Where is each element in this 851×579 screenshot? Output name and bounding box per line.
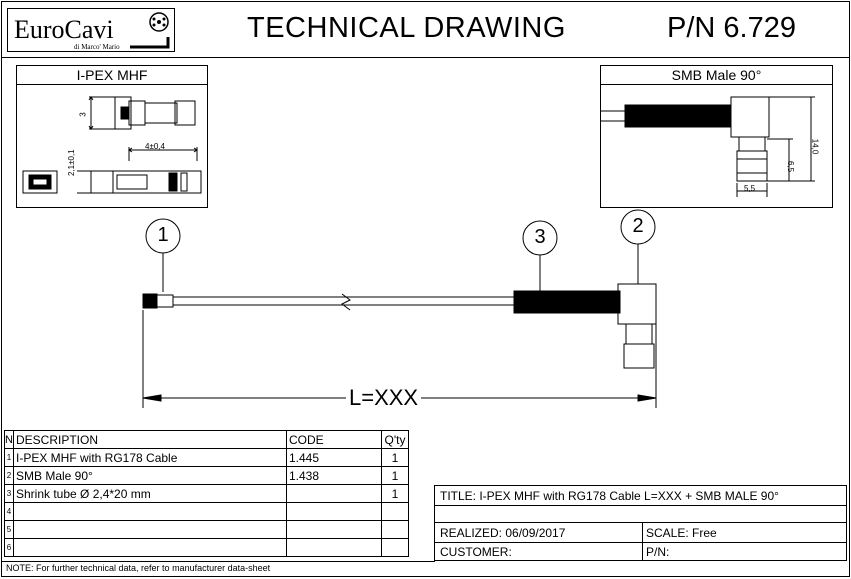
bom-header-description: DESCRIPTION: [14, 431, 287, 449]
bom-row-code: 1.445: [287, 449, 382, 467]
bom-row-description: [14, 539, 287, 557]
part-number: P/N 6.729: [667, 12, 796, 44]
logo-subtitle: di Marco' Mario: [74, 43, 120, 51]
bom-row-code: [287, 521, 382, 539]
realized-text: REALIZED: 06/09/2017: [440, 526, 566, 540]
bom-row-description: SMB Male 90°: [14, 467, 287, 485]
bom-row-qty: [382, 521, 409, 539]
detail-title-ipex: I-PEX MHF: [17, 66, 207, 85]
bom-header-n: N: [5, 431, 14, 449]
table-row: [5, 485, 409, 503]
bom-row-qty: 1: [382, 485, 409, 503]
dim-thickness-ipex: 2,1±0,1: [67, 149, 76, 176]
table-row: [5, 539, 409, 557]
table-row: [5, 449, 409, 467]
bom-row-description: [14, 521, 287, 539]
bom-row-n: 6: [5, 539, 14, 557]
bom-row-n: 3: [5, 485, 14, 503]
bom-row-n: 1: [5, 449, 14, 467]
bom-row-qty: [382, 503, 409, 521]
bom-row-code: [287, 503, 382, 521]
page-title: TECHNICAL DRAWING: [247, 12, 566, 44]
customer-text: CUSTOMER:: [440, 545, 512, 559]
table-row: [5, 521, 409, 539]
footer-note: NOTE: For further technical data, refer to manufacturer data-sheet: [6, 563, 271, 573]
bom-row-code: [287, 485, 382, 503]
title-block-divider: [434, 505, 847, 506]
bill-of-materials: [4, 430, 409, 557]
dim-length-ipex: 4±0,4: [145, 142, 165, 151]
bom-row-qty: [382, 539, 409, 557]
bom-header-row: [5, 431, 409, 449]
title-block-divider: [434, 522, 847, 523]
logo-brand: EuroCavi: [14, 15, 114, 44]
bom-row-description: I-PEX MHF with RG178 Cable: [14, 449, 287, 467]
bom-row-code: [287, 539, 382, 557]
detail-title-smb: SMB Male 90°: [601, 66, 832, 85]
table-row: [5, 503, 409, 521]
pn-text: P/N:: [646, 545, 670, 559]
bom-row-qty: 1: [382, 449, 409, 467]
table-row: [5, 467, 409, 485]
bom-row-qty: 1: [382, 467, 409, 485]
title-block-vdivider: [642, 522, 643, 561]
bom-row-n: 4: [5, 503, 14, 521]
title-block-divider: [434, 542, 847, 543]
dim-total-smb: 14,0: [810, 138, 820, 155]
dim-width-smb: 5,5: [744, 184, 756, 193]
bom-row-description: [14, 503, 287, 521]
callout-2-label: 2: [632, 215, 644, 237]
note-divider: [1, 561, 435, 562]
bom-header-code: CODE: [287, 431, 382, 449]
callout-1-label: 1: [157, 224, 169, 246]
bom-row-n: 5: [5, 521, 14, 539]
bom-row-code: 1.438: [287, 467, 382, 485]
bom-row-description: Shrink tube Ø 2,4*20 mm: [14, 485, 287, 503]
length-label: L=XXX: [346, 385, 421, 411]
dim-pin-smb: 6,5: [786, 160, 796, 173]
bom-header-qty: Q'ty: [382, 431, 409, 449]
dim-height-ipex: 3: [78, 112, 88, 117]
title-text: TITLE: I-PEX MHF with RG178 Cable L=XXX + SMB MALE 90°: [440, 489, 779, 503]
scale-text: SCALE: Free: [646, 526, 717, 540]
callout-3-label: 3: [534, 226, 546, 248]
bom-row-n: 2: [5, 467, 14, 485]
